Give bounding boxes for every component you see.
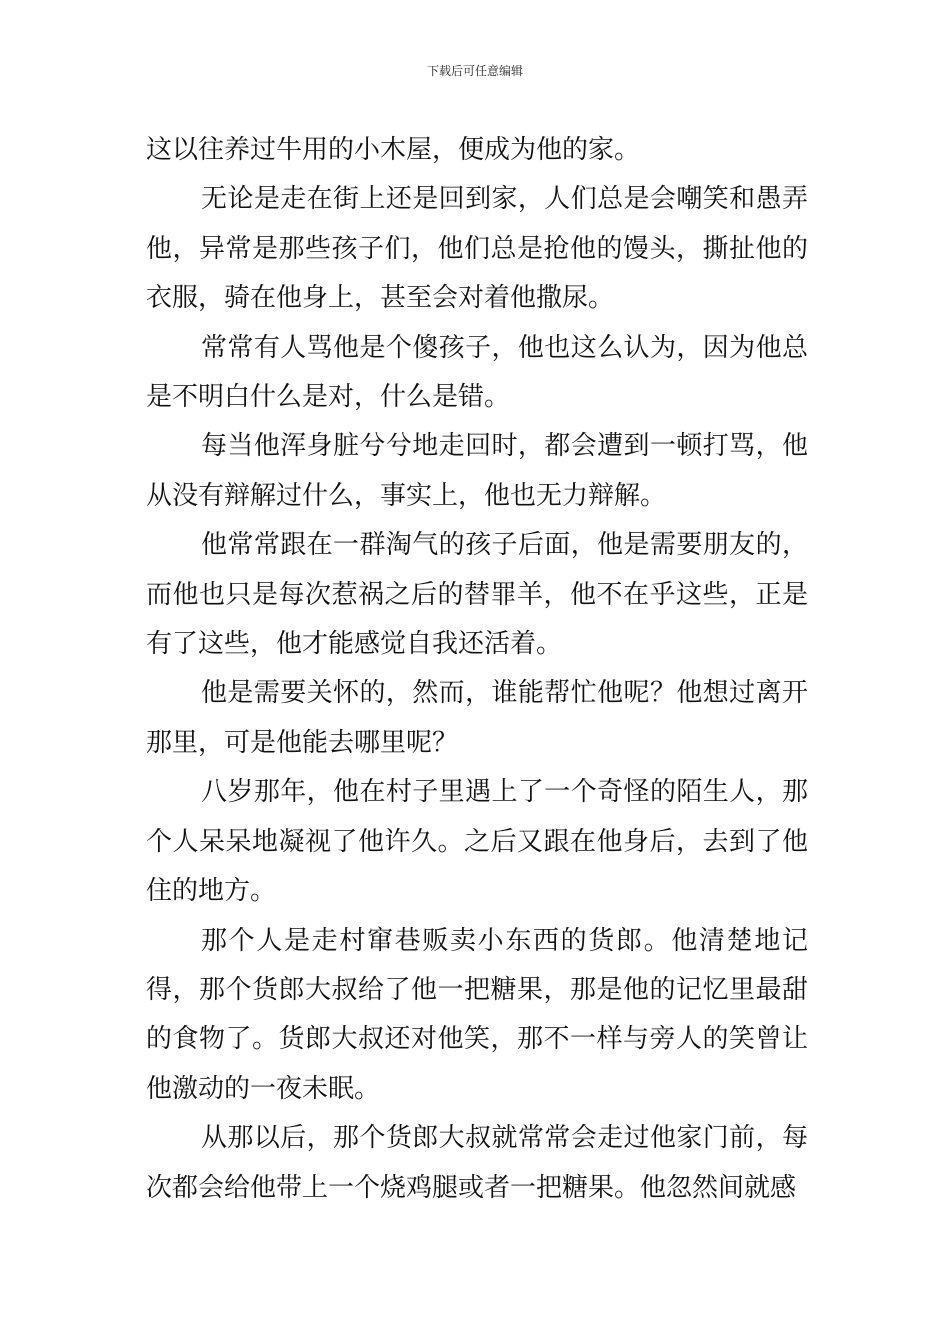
paragraph: 那个人是走村窜巷贩卖小东西的货郎。他清楚地记得，那个货郎大叔给了他一把糖果，那是他的记忆里最甜的食物了。货郎大叔还对他笑，那不一样与旁人的笑曾让他激动的一夜未眠。 xyxy=(146,925,808,1104)
paragraph: 常常有人骂他是个傻孩子，他也这么认为，因为他总是不明白什么是对，什么是错。 xyxy=(146,332,808,413)
paragraph: 每当他浑身脏兮兮地走回时，都会遭到一顿打骂，他从没有辩解过什么，事实上，他也无力辩解。 xyxy=(146,431,808,511)
paragraph: 这以往养过牛用的小木屋，便成为他的家。 xyxy=(146,135,641,165)
paragraph: 他常常跟在一群淘气的孩子后面，他是需要朋友的，而他也只是每次惹祸之后的替罪羊，他不在乎这些，正是有了这些，他才能感觉自我还活着。 xyxy=(146,530,808,660)
page-header: 下载后可任意编辑 xyxy=(426,64,523,78)
paragraph: 八岁那年，他在村子里遇上了一个奇怪的陌生人，那个人呆呆地凝视了他许久。之后又跟在他身后，去到了他住的地方。 xyxy=(146,777,808,907)
paragraph: 无论是走在街上还是回到家，人们总是会嘲笑和愚弄他，异常是那些孩子们，他们总是抢他的馒头，撕扯他的衣服，骑在他身上，甚至会对着他撒尿。 xyxy=(146,184,808,314)
document-body xyxy=(146,126,808,1213)
paragraph: 他是需要关怀的，然而，谁能帮忙他呢？他想过离开那里，可是他能去哪里呢？ xyxy=(146,678,808,758)
paragraph: 从那以后，那个货郎大叔就常常会走过他家门前，每次都会给他带上一个烧鸡腿或者一把糖果。他忽然间就感 xyxy=(146,1123,808,1203)
